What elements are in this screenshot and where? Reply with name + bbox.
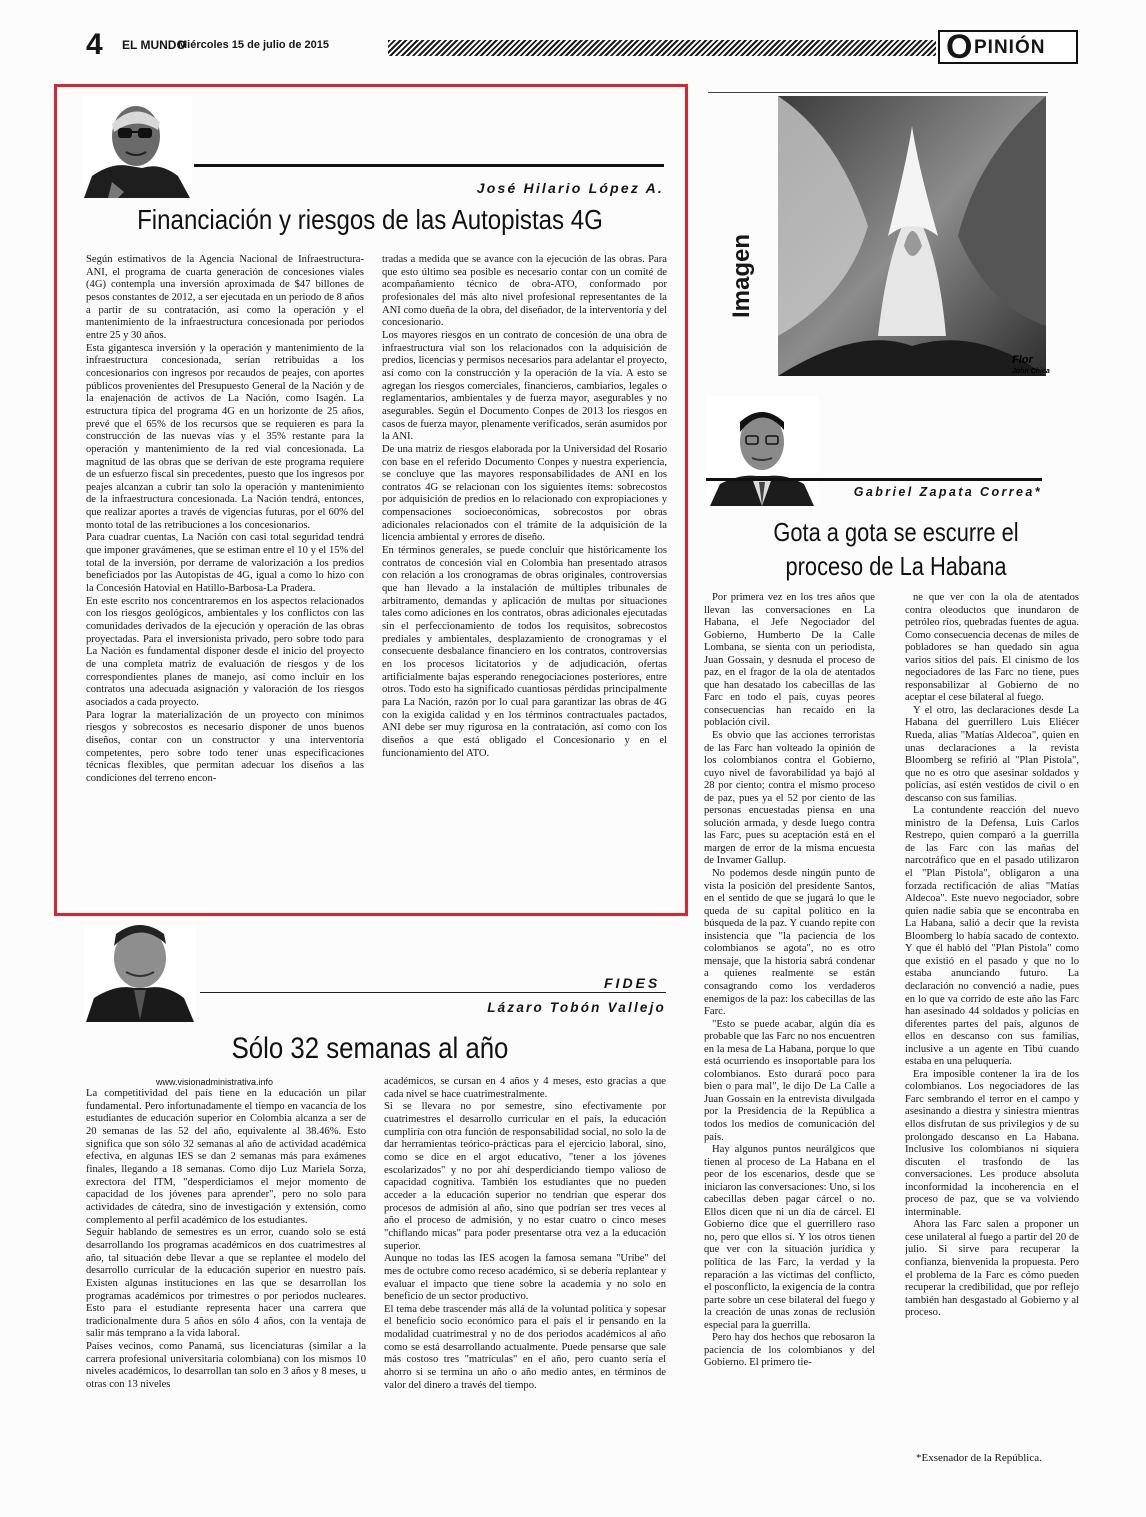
paragraph: No podemos desde ningún punto de vista la posición del presidente Santos, en el sentido de que se jugará lo que le queda de su capital político en la búsqueda de la paz. Y cuando repite con insistencia que "la paciencia de los colombianos se agota", no es otro mensaje, que la historia sabrá condenar a quienes realmente se están consagrando como los verdaderos enemigos de la paz: los cabecillas de las Farc. (704, 868, 875, 1018)
author-footnote: *Exsenador de la República. (916, 1452, 1042, 1464)
paragraph: Por primera vez en los tres años que llevan las conversaciones en La Habana, el Jefe Negociador del Gobierno, Humberto De la Calle Lombana, se sienta con un periodista, Juan Gossain, y desnuda el proceso de paz, en el fragor de la ola de atentados que han desatado los cabecillas de las Farc en todo el país, cuyas peores consecuencias han recaído en la población civil. (704, 592, 875, 729)
author-name: Gabriel Zapata Correa* (853, 485, 1042, 499)
author-rule (194, 164, 664, 167)
paragraph: Los mayores riesgos en un contrato de concesión de una obra de infraestructura vial son los relacionados con la adquisición de predios, licencias y permisos necesarios para adelantar el proyecto, así como con la construcción y la operación de la vía. A esto se agregan los riesgos comerciales, financieros, cambiarios, legales o reglamentarios, ambientales y de fuerza mayor, asegurables y no asegurables. Según el Documento Conpes de 2013 los riesgos en casos de fuerza mayor, plenamente verificados, serán asumidos por la ANI. (382, 329, 667, 443)
paragraph: De una matriz de riesgos elaborada por la Universidad del Rosario con base en el referido Documento Conpes y nuestra experiencia, se concluye que las mayores responsabilidades de ANI en los contratos 4G se relacionan con los siguientes ítems: sobrecostos por adquisición de predios en lo relacionado con expropiaciones y compensaciones socioeconómicas, sobrecostos por obras adicionales relacionados con el trámite de la adquisición de la licencia ambiental y errores de diseño. (382, 443, 667, 544)
article-column-2 (905, 592, 1079, 1422)
page-number: 4 (86, 28, 103, 61)
article-column-1 (704, 592, 875, 1472)
article-column-1 (86, 1088, 366, 1474)
author-name: Lázaro Tobón Vallejo (487, 1000, 666, 1015)
image-section-label: Imagen (728, 233, 755, 318)
column-section-label: FIDES (604, 975, 661, 991)
author-photo-zapata (706, 396, 818, 506)
paragraph: Para cuadrar cuentas, La Nación con casi total seguridad tendrá que imponer gravámenes, que se estiman entre el 10 y el 15% del total de la inversión, por derrame de valorización a los predios beneficiados por las Autopistas de 4G, igual a como lo hizo con la Concesión Hatovial en Hatillo-Barbosa-La Pradera. (86, 532, 364, 595)
paragraph: Hay algunos puntos neurálgicos que tienen al proceso de La Habana en el peor de los escenarios, desde que se iniciaron las conversaciones: Uno, si los cabecillas deben pagar cárcel o no. Ellos dicen que ni un día de cárcel. El Gobierno dice que el guerrillero raso no, pero que ellos sí. Y los otros tienen que ver con la situación jurídica y política de las Farc, la verdad y la reparación a las víctimas del conflicto, el posconflicto, la exigencia de la contra parte sobre un cese bilateral del fuego y la creación de unas zonas de reclusión especial para la guerrilla. (704, 1144, 875, 1331)
website-url: www.visionadministrativa.info (156, 1077, 274, 1087)
photo-caption: Flor (1012, 354, 1033, 366)
publication-date: Miércoles 15 de julio de 2015 (178, 39, 330, 51)
paragraph: tradas a medida que se avance con la ejecución de las obras. Para que esto último sea posible es necesario contar con un comité de acompañamiento técnico de obra-ATO, conformado por profesionales del más alto nivel profesional representantes de la ANI como dueña de la obra, del diseñador, de la interventoría y del concesionario. (382, 254, 667, 329)
article-headline: Financiación y riesgos de las Autopistas 4G (137, 204, 603, 235)
section-title-rest: PINIÓN (974, 37, 1046, 58)
publication-name: EL MUNDO (122, 38, 186, 52)
masthead-hatch-bar (388, 40, 936, 56)
section-title-box (938, 30, 1078, 64)
paragraph: Si se llevara no por semestre, sino efectivamente por cuatrimestres el desarrollo curricular en el país, la educación cumpliría con otra función de responsabilidad social, no solo la de dar herramientas teórico-prácticas para el ejercicio laboral, sino, como se dice en el argot educativo, "tener a los jóvenes escolarizados" y no por ahí desperdiciando tiempo valioso de capacidad cognitiva. También los estudiantes que no pueden acceder a la educación superior no tendrían que esperar dos procesos de admisión al año, sino que podrían ser tres veces al año el proceso de admisión, y no estar cuatro o cinco meses "chiflando micas" para poder presentarse otra vez a la educación superior. (384, 1101, 666, 1252)
paragraph: académicos, se cursan en 4 años y 4 meses, esto gracias a que cada nivel se hace cuatrimestralmente. (384, 1076, 666, 1100)
paragraph: Esta gigantesca inversión y la operación y mantenimiento de la infraestructura concesionada, serían retribuidas a los concesionarios con ingresos por recaudos de peajes, con aportes públicos provenientes del Presupuesto General de la Nación y de la enajenación de activos de La Nación, como Isagén. La estructura típica del programa 4G en un horizonte de 25 años, prevé que el 65% de los recursos que se requieren es para la construcción de las nuevas vías y el 35% restante para la operación y mantenimiento de la red vial concesionada. La magnitud de las obras que se derivan de este programa requiere de un esfuerzo fiscal sin precedentes, puesto que los ingresos por peajes alcanzan a cubrir tan solo la operación y mantenimiento de la infraestructura concesionada. La Nación tendrá, entonces, que realizar aportes a través de vigencias futuras, por el 60% del monto total de las retribuciones a los concesionarios. (86, 342, 364, 531)
paragraph: Pero hay dos hechos que rebosaron la paciencia de los colombianos y del Gobierno. El primero tie- (704, 1332, 875, 1369)
photo-credit: John Chica (1012, 368, 1050, 375)
masthead (86, 28, 1078, 66)
article-column-2 (382, 254, 667, 902)
article-column-1 (86, 254, 364, 902)
paragraph: Y el otro, las declaraciones desde La Habana del guerrillero Luis Eliécer Rueda, alias "Matías Aldecoa", quien en unas declaraciones a la revista Bloomberg se refirió al "Plan Pistola", que no es otro que asesinar soldados y policías, así estén vestidos de civil o en descanso con sus familias. (905, 704, 1079, 804)
author-rule (706, 478, 1042, 481)
paragraph: Países vecinos, como Panamá, sus licenciaturas (similar a la carrera profesional universitaria colombiana) con los mismos 10 niveles académicos, lo desarrollan tan solo en 3 años y 8 meses, u otras con 13 niveles (86, 1341, 366, 1391)
article-headline: Sólo 32 semanas al año (231, 1032, 509, 1065)
author-photo-tobon (84, 920, 196, 1022)
section-rule (200, 992, 666, 993)
paragraph: Ahora las Farc salen a proponer un cese unilateral al fuego a partir del 20 de julio. Si sirve para recuperar la confianza, bienvenida la propuesta. Pero el problema de la Farc es cómo pueden recuperar la credibilidad, que por reflejo también han desgastado al Gobierno y al proceso. (905, 1219, 1079, 1319)
paragraph: El tema debe trascender más allá de la voluntad política y sopesar el beneficio socio económico para el país el ir pensando en la modalidad cuatrimestral y no de dos periodos académicos al año como se está desarrollando actualmente. Puede pensarse que sale más costoso tres "matrículas" en el año, pero cuanto sería el ahorro si se termina un año o año medio antes, en términos de valor del dinero a través del tiempo. (384, 1303, 666, 1391)
author-photo-lopez (82, 96, 192, 198)
paragraph: Es obvio que las acciones terroristas de las Farc han volteado la opinión de los colombianos contra el Gobierno, cuyo nivel de favorabilidad ya bajó al 28 por ciento; contra el mismo proceso de paz, pues ya el 52 por ciento de las personas encuestadas piensa en una solución armada, y desde luego contra las Farc, pues su aceptación está en el margen de error de la misma encuesta de Invamer Gallup. (704, 730, 875, 867)
author-name: José Hilario López A. (476, 180, 664, 196)
article-column-2 (384, 1076, 666, 1472)
paragraph: ne que ver con la ola de atentados contra oleoductos que inundaron de petróleo ríos, quebradas fuentes de agua. Como consecuencia decenas de miles de pobladores se han quedado sin agua varios sitios del país. El cinismo de los negociadores de las Farc no tiene, pues responsabilizar al Gobierno de no aceptar el cese bilateral al fuego. (905, 592, 1079, 704)
paragraph: Era imposible contener la ira de los colombianos. Los negociadores de las Farc sembrando el terror en el campo y asesinando a diestra y siniestra mientras ellos disfrutan de sus privilegios y de su prolongado descanso en La Habana. Inclusive los colombianos ni siquiera discuten el trasfondo de las conversaciones. Les produce absoluta inconformidad la incoherencia en el proceso de paz, que se va volviendo interminable. (905, 1068, 1079, 1218)
section-title-initial: O (946, 28, 974, 66)
paragraph: La competitividad del país tiene en la educación un pilar fundamental. Pero infortunadamente el tiempo en vacancia de los estudiantes de educación superior en Colombia alcanza a ser de 20 semanas de las 52 del año, equivalente al 38.46%. Esto significa que son sólo 32 semanas al año de actividad académica efectiva, en algunas IES se dan 2 semanas más para exámenes finales, llegando a 18 semanas. Como dijo Luz Mariela Sorza, exrectora del ITM, "desperdiciamos el mejor momento de capacidad de los jóvenes para aprender", pero no solo para actividades de cátedra, sino de investigación y extensión, como complemento al perfil académico de los estudiantes. (86, 1088, 366, 1226)
article-headline-line2: proceso de La Habana (785, 551, 1007, 581)
article-headline-line1: Gota a gota se escurre el (773, 517, 1019, 547)
paragraph: Para lograr la materialización de un proyecto con mínimos riesgos y sobrecostos es necesario disponer de unos buenos diseños, contar con un constructor y una interventoría competentes, pero sobre todo tener unas especificaciones técnicas flexibles, que permitan adecuar los diseños a las condiciones del terreno encon- (86, 709, 364, 784)
flower-photo (778, 96, 1046, 376)
paragraph: Aunque no todas las IES acogen la famosa semana "Uribe" del mes de octubre como receso académico, si se debería replantear y evaluar el impacto que tiene sobre la academia y no solo en beneficio de un sector productivo. (384, 1253, 666, 1303)
paragraph: La contundente reacción del nuevo ministro de la Defensa, Luis Carlos Restrepo, quien comparó a la guerrilla de las Farc con las mañas del narcotráfico que en el pasado utilizaron el "Plan Pistola", obligaron a una forzada rectificación de alias "Matías Aldecoa". Este nuevo negociador, sobre quien nadie sabía que se encontraba en La Habana, salió a decir que la revista Bloomberg lo había sacado de contexto. Y que él habló del "Plan Pistola" como que existió en el pasado y que no lo estaba anunciando futuro. La declaración no convenció a nadie, pues en lo que va corrido de este año las Farc han asesinado 44 soldados y policías en diferentes partes del país, algunos de ellos en descanso con sus familias, inclusive a un agente en Tibú cuando estaba en una peluquería. (905, 805, 1079, 1068)
paragraph: En este escrito nos concentraremos en los aspectos relacionados con los riesgos geológicos, ambientales y los conflictos con las comunidades derivados de la ejecución y operación de las obras proyectadas. Para el inversionista privado, pero sobre todo para La Nación es fundamental disponer desde el inicio del proyecto de una completa matriz de evaluación de riesgos y de los correspondientes planes de manejo, así como incluir en los contratos una adecuada asignación y valoración de los riesgos asociados a cada proyecto. (86, 595, 364, 708)
paragraph: En términos generales, se puede concluir que históricamente los contratos de concesión vial en Colombia han presentado atrasos con relación a los cronogramas de obras originales, controversias que han llevado a la instalación de múltiples tribunales de arbitramento, demandas y aplicación de multas por situaciones tales como adiciones en los contratos, obras adicionales ejecutadas sin el perfeccionamiento de todos los requisitos, sobrecostos prediales y ambientales, desplazamiento de cronogramas y el consecuente desbalance financiero en los contratos, controversias en los procesos licitatorios y de adjudicación, ofertas artificialmente bajas esperando renegociaciones posteriores, entre otros. Todo esto ha significado cuantiosas pérdidas principalmente para La Nación, razón por lo cual para garantizar las obras de 4G con la exigida calidad y en los términos contractuales pactados, ANI debe ser muy rigurosa en la contratación, así como con los diseños a que está obligado el Concesionario y en el funcionamiento del ATO. (382, 545, 667, 759)
paragraph: Según estimativos de la Agencia Nacional de Infraestructura-ANI, el programa de cuarta generación de concesiones viales (4G) contempla una inversión aproximada de $47 billones de pesos constantes de 2012, a ser ejecutada en un periodo de 8 años a partir de su contratación, así como la operación y el mantenimiento de la infraestructura concesionada por periodos entre 25 y 30 años. (86, 254, 364, 341)
paragraph: "Esto se puede acabar, algún día es probable que las Farc no nos encuentren en la mesa de La Habana, porque lo que está ocurriendo es insoportable para los colombianos. Esto durará poco para bien o para mal", le dijo De La Calle a Juan Gossain en la entrevista divulgada por la Presidencia de la República a todos los medios de comunicación del país. (704, 1018, 875, 1143)
paragraph: Seguir hablando de semestres es un error, cuando solo se está desarrollando los programas académicos en dos cuatrimestres al año, tal situación debe llevar a que se replantee el modelo del desarrollo curricular de la educación superior en nuestro país. Existen algunas instituciones en las que se desarrollan los programas académicos por trimestres o por periodos nucleares. Esto para el estudiante representa hacer una carrera que tradicionalmente dura 5 años en sólo 4 años, con la ventaja de salir más temprano a la vida laboral. (86, 1227, 366, 1340)
